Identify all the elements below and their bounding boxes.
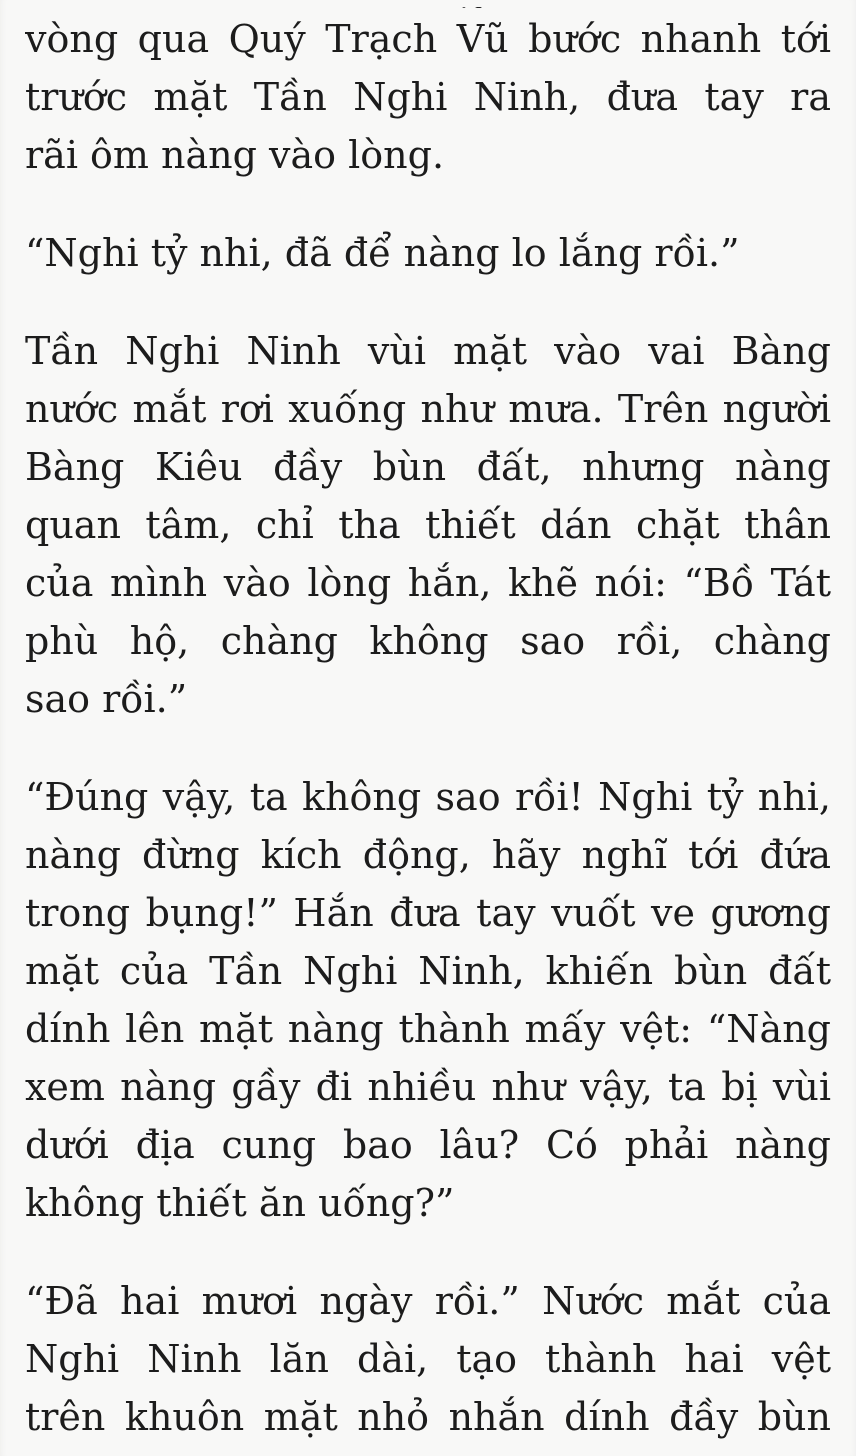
text-line: rãi ôm nàng vào lòng. [25,133,445,177]
text-line: của mình vào lòng hắn, khẽ nói: “Bồ Tát [25,561,831,605]
text-line: “Đúng vậy, ta không sao rồi! Nghi tỷ nhi, [25,775,831,819]
text-line: xem nàng gầy đi nhiều như vậy, ta bị vùi [25,1065,831,1109]
text-line: mặt của Tần Nghi Ninh, khiến bùn đất [25,949,831,993]
text-line: “Nghi tỷ nhi, đã để nàng lo lắng rồi.” [25,231,740,275]
paragraph [25,224,831,282]
text-line: Tần Nghi Ninh vùi mặt vào vai Bàng [25,329,831,373]
paragraph [25,10,831,184]
text-line: trong bụng!” Hắn đưa tay vuốt ve gương [25,891,831,935]
text-line: trước mặt Tần Nghi Ninh, đưa tay ra [25,75,831,119]
text-line: Nghi Ninh lăn dài, tạo thành hai vệt [25,1337,831,1381]
paragraph [25,322,831,728]
paragraph [25,1272,831,1446]
text-line: “Đã hai mươi ngày rồi.” Nước mắt của [25,1279,831,1323]
paragraph [25,768,831,1232]
text-line: dính lên mặt nàng thành mấy vệt: “Nàng [25,1007,831,1051]
descender-tip-icon [461,7,483,8]
text-line: Bàng Kiêu đầy bùn đất, nhưng nàng [25,445,831,489]
text-line: vòng qua Quý Trạch Vũ bước nhanh tới [25,17,831,61]
text-line: sao rồi.” [25,677,188,721]
text-line: nàng đừng kích động, hãy nghĩ tới đứa [25,833,831,877]
text-line: không thiết ăn uống?” [25,1181,455,1225]
text-line: trên khuôn mặt nhỏ nhắn dính đầy bùn [25,1395,831,1439]
text-line: phù hộ, chàng không sao rồi, chàng [25,619,831,663]
text-line: quan tâm, chỉ tha thiết dán chặt thân [25,503,831,547]
text-line: nước mắt rơi xuống như mưa. Trên người [25,387,831,431]
text-line: dưới địa cung bao lâu? Có phải nàng [25,1123,831,1167]
clipped-glyph-fragment [461,0,483,8]
